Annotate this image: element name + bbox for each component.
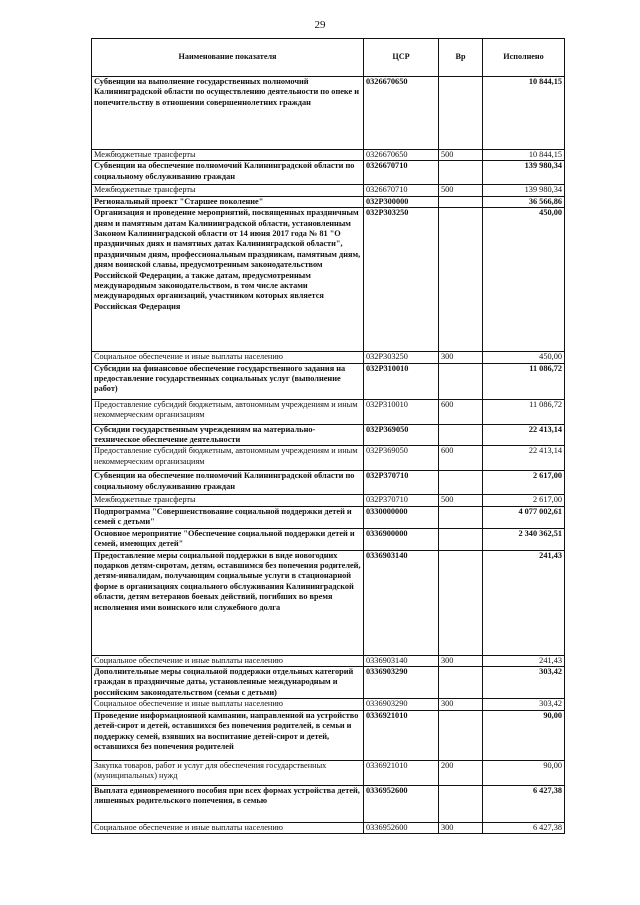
row-name-cell: Субсидии на финансовое обеспечение государственного задания на предоставление государственных социальных услуг (выполнение работ) (92, 363, 364, 399)
table-row (92, 667, 565, 699)
table-row (92, 822, 565, 833)
table-row (92, 399, 565, 424)
table-row (92, 655, 565, 666)
row-csr-cell: 032Р310010 (364, 363, 439, 399)
row-vr-cell: 600 (439, 446, 483, 471)
row-name-cell: Подпрограмма "Совершенствование социальной поддержки детей и семей с детьми" (92, 506, 364, 528)
table-row (92, 161, 565, 185)
header-sum: Исполнено (483, 39, 565, 77)
row-csr-cell: 0336903140 (364, 550, 439, 655)
row-name-cell: Субвенции на выполнение государственных полномочий Калининградской области по осуществлению деятельности по опеке и попечительству в отношении совершеннолетних граждан (92, 77, 364, 150)
row-name-cell: Предоставление субсидий бюджетным, автономным учреждениям и иным некоммерческим организациям (92, 399, 364, 424)
row-sum-cell: 241,43 (483, 550, 565, 655)
row-name-cell: Субвенции на обеспечение полномочий Калининградской области по социальному обслуживанию граждан (92, 161, 364, 185)
row-vr-cell: 200 (439, 760, 483, 785)
table-row (92, 77, 565, 150)
row-sum-cell: 2 617,00 (483, 495, 565, 506)
table-row (92, 363, 565, 399)
row-name-cell: Межбюджетные трансферты (92, 150, 364, 161)
table-row (92, 150, 565, 161)
row-name-cell: Организация и проведение мероприятий, посвященных праздничным дням и памятным датам Калининградской области, установленным Законом Калининградской области от 14 июня 2017 года № 81 "О праздничных днях и памятных датах Калининградской области", праздничным дням, профессиональным праздникам, памятным дням, дням воинской славы, предусмотренным законодательством Российской Федерации, а также датам, предусмотренным международным законодательством, в том числе актами международных организаций, участником которых является Российская Федерация (92, 208, 364, 352)
table-row (92, 785, 565, 822)
row-name-cell: Проведение информационной кампании, направленной на устройство детей-сирот и детей, оставшихся без попечения родителей, в семьи и поддержку семей, взявших на воспитание детей-сирот и детей, оставшихся без попечения родителей (92, 710, 364, 760)
row-vr-cell: 300 (439, 822, 483, 833)
row-name-cell: Межбюджетные трансферты (92, 185, 364, 196)
table-row (92, 352, 565, 363)
row-vr-cell (439, 208, 483, 352)
budget-execution-table (91, 38, 565, 834)
table-row (92, 760, 565, 785)
table-body (92, 77, 565, 834)
row-sum-cell: 10 844,15 (483, 77, 565, 150)
row-csr-cell: 032Р310010 (364, 399, 439, 424)
row-sum-cell: 450,00 (483, 208, 565, 352)
row-vr-cell (439, 506, 483, 528)
row-vr-cell: 300 (439, 352, 483, 363)
row-name-cell: Предоставление субсидий бюджетным, автономным учреждениям и иным некоммерческим организациям (92, 446, 364, 471)
table-row (92, 446, 565, 471)
row-sum-cell: 11 086,72 (483, 363, 565, 399)
table-row (92, 185, 565, 196)
row-name-cell: Социальное обеспечение и иные выплаты населению (92, 352, 364, 363)
row-sum-cell: 241,43 (483, 655, 565, 666)
table-row (92, 471, 565, 495)
row-vr-cell (439, 161, 483, 185)
row-sum-cell: 139 980,34 (483, 185, 565, 196)
row-sum-cell: 90,00 (483, 760, 565, 785)
header-vr: Вр (439, 39, 483, 77)
row-name-cell: Предоставление меры социальной поддержки в виде новогодних подарков детям-сиротам, детям, оставшимся без попечения родителей, детям-инвалидам, получающим социальные услуги в стационарной форме в организациях социального обслуживания Калининградской области, детям ветеранов боевых действий, погибших во время исполнения ими воинского или служебного долга (92, 550, 364, 655)
row-csr-cell: 0330000000 (364, 506, 439, 528)
row-sum-cell: 90,00 (483, 710, 565, 760)
row-name-cell: Закупка товаров, работ и услуг для обеспечения государственных (муниципальных) нужд (92, 760, 364, 785)
row-sum-cell: 6 427,38 (483, 822, 565, 833)
row-csr-cell: 032Р369050 (364, 424, 439, 446)
row-vr-cell: 500 (439, 185, 483, 196)
row-sum-cell: 11 086,72 (483, 399, 565, 424)
table-row (92, 424, 565, 446)
table-row (92, 710, 565, 760)
table-row (92, 506, 565, 528)
row-name-cell: Основное мероприятие "Обеспечение социальной поддержки детей и семей, имеющих детей" (92, 528, 364, 550)
row-csr-cell: 032Р370710 (364, 471, 439, 495)
row-vr-cell (439, 667, 483, 699)
row-csr-cell: 0336952600 (364, 822, 439, 833)
table-header-row (92, 39, 565, 77)
row-vr-cell: 500 (439, 150, 483, 161)
row-sum-cell: 22 413,14 (483, 446, 565, 471)
table-row (92, 528, 565, 550)
row-vr-cell: 300 (439, 655, 483, 666)
row-csr-cell: 0336903140 (364, 655, 439, 666)
row-csr-cell: 032Р300000 (364, 196, 439, 207)
table-row (92, 208, 565, 352)
row-vr-cell: 300 (439, 699, 483, 710)
row-csr-cell: 0336900000 (364, 528, 439, 550)
row-sum-cell: 303,42 (483, 699, 565, 710)
row-csr-cell: 032Р369050 (364, 446, 439, 471)
row-name-cell: Дополнительные меры социальной поддержки отдельных категорий граждан в праздничные даты, установленные международным и российским законодательством (семьи с детьми) (92, 667, 364, 699)
row-csr-cell: 0336903290 (364, 667, 439, 699)
row-sum-cell: 4 077 002,61 (483, 506, 565, 528)
row-csr-cell: 0326670650 (364, 150, 439, 161)
row-vr-cell (439, 550, 483, 655)
row-vr-cell: 600 (439, 399, 483, 424)
row-vr-cell (439, 196, 483, 207)
row-sum-cell: 139 980,34 (483, 161, 565, 185)
row-vr-cell (439, 363, 483, 399)
header-csr: ЦСР (364, 39, 439, 77)
table-row (92, 495, 565, 506)
row-csr-cell: 0336952600 (364, 785, 439, 822)
row-name-cell: Социальное обеспечение и иные выплаты населению (92, 699, 364, 710)
row-sum-cell: 303,42 (483, 667, 565, 699)
table-row (92, 196, 565, 207)
row-sum-cell: 2 340 362,51 (483, 528, 565, 550)
row-name-cell: Региональный проект "Старшее поколение" (92, 196, 364, 207)
row-name-cell: Социальное обеспечение и иные выплаты населению (92, 655, 364, 666)
table-row (92, 550, 565, 655)
row-sum-cell: 2 617,00 (483, 471, 565, 495)
row-sum-cell: 10 844,15 (483, 150, 565, 161)
row-sum-cell: 36 566,86 (483, 196, 565, 207)
row-csr-cell: 0336903290 (364, 699, 439, 710)
row-csr-cell: 032Р303250 (364, 208, 439, 352)
row-csr-cell: 0336921010 (364, 710, 439, 760)
row-vr-cell (439, 710, 483, 760)
row-csr-cell: 032Р370710 (364, 495, 439, 506)
row-name-cell: Субвенции на обеспечение полномочий Калининградской области по социальному обслуживанию граждан (92, 471, 364, 495)
page-number: 29 (314, 19, 326, 31)
row-vr-cell (439, 785, 483, 822)
row-sum-cell: 450,00 (483, 352, 565, 363)
header-name: Наименование показателя (92, 39, 364, 77)
row-vr-cell (439, 528, 483, 550)
row-name-cell: Субсидии государственным учреждениям на материально-техническое обеспечение деятельности (92, 424, 364, 446)
row-name-cell: Выплата единовременного пособия при всех формах устройства детей, лишенных родительского попечения, в семью (92, 785, 364, 822)
row-vr-cell (439, 471, 483, 495)
row-vr-cell (439, 77, 483, 150)
row-sum-cell: 6 427,38 (483, 785, 565, 822)
row-csr-cell: 0326670650 (364, 77, 439, 150)
row-csr-cell: 032Р303250 (364, 352, 439, 363)
row-csr-cell: 0326670710 (364, 161, 439, 185)
row-name-cell: Межбюджетные трансферты (92, 495, 364, 506)
row-csr-cell: 0326670710 (364, 185, 439, 196)
row-csr-cell: 0336921010 (364, 760, 439, 785)
table-row (92, 699, 565, 710)
row-name-cell: Социальное обеспечение и иные выплаты населению (92, 822, 364, 833)
row-sum-cell: 22 413,14 (483, 424, 565, 446)
row-vr-cell: 500 (439, 495, 483, 506)
row-vr-cell (439, 424, 483, 446)
